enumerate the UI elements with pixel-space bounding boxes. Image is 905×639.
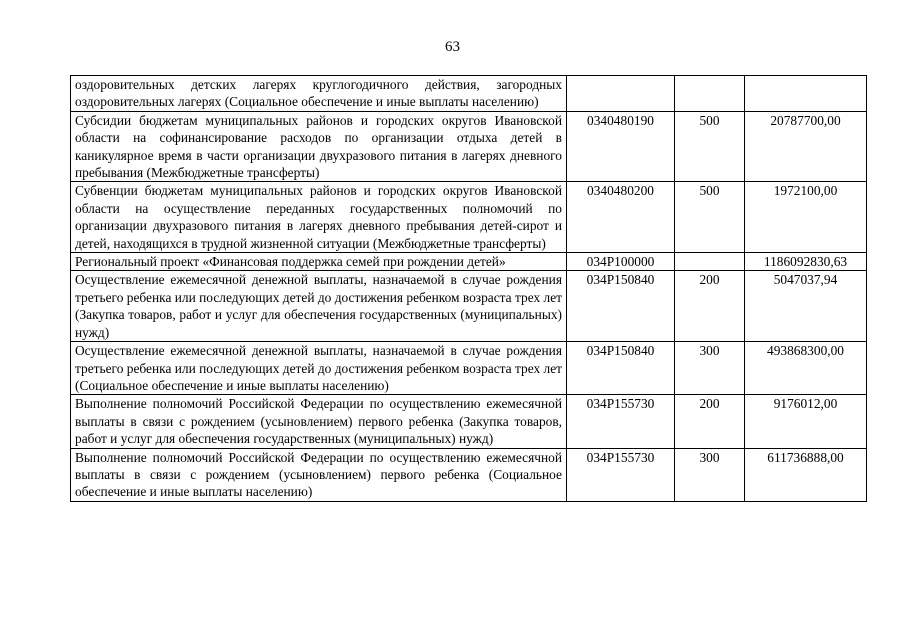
row-sum-cell: 1186092830,63: [745, 253, 867, 271]
row-code-cell: 0340480200: [567, 182, 675, 253]
row-name-cell: Осуществление ежемесячной денежной выплаты, назначаемой в случае рождения третьего ребенка или последующих детей до достижения ребенком возраста трех лет (Закупка товаров, работ и услуг для обеспечения государственных (муниципальных) нужд): [71, 271, 567, 342]
row-type-cell: 200: [675, 395, 745, 448]
row-name-cell: Выполнение полномочий Российской Федерации по осуществлению ежемесячной выплаты в связи с рождением (усыновлением) первого ребенка (Закупка товаров, работ и услуг для обеспечения государственных (муниципальных) нужд): [71, 395, 567, 448]
row-type-cell: 300: [675, 448, 745, 501]
row-type-cell: 500: [675, 182, 745, 253]
row-sum-cell: 20787700,00: [745, 111, 867, 182]
row-code-cell: 034P150840: [567, 342, 675, 395]
row-type-cell: 300: [675, 342, 745, 395]
table-row: [71, 342, 867, 395]
table-row: [71, 271, 867, 342]
row-sum-cell: 493868300,00: [745, 342, 867, 395]
row-code-cell: 034P150840: [567, 271, 675, 342]
row-sum-cell: 1972100,00: [745, 182, 867, 253]
budget-table: [70, 75, 867, 502]
row-name-cell: оздоровительных детских лагерях круглогодичного действия, загородных оздоровительных лагерях (Социальное обеспечение и иные выплаты населению): [71, 76, 567, 112]
row-type-cell: [675, 76, 745, 112]
row-code-cell: [567, 76, 675, 112]
row-sum-cell: 5047037,94: [745, 271, 867, 342]
table-row: [71, 111, 867, 182]
row-sum-cell: 611736888,00: [745, 448, 867, 501]
table-row: [71, 76, 867, 112]
page-number: 63: [445, 39, 460, 55]
table-row: [71, 395, 867, 448]
row-name-cell: Региональный проект «Финансовая поддержка семей при рождении детей»: [71, 253, 567, 271]
row-sum-cell: 9176012,00: [745, 395, 867, 448]
row-code-cell: 034P155730: [567, 395, 675, 448]
row-name-cell: Выполнение полномочий Российской Федерации по осуществлению ежемесячной выплаты в связи с рождением (усыновлением) первого ребенка (Социальное обеспечение и иные выплаты населению): [71, 448, 567, 501]
row-type-cell: 500: [675, 111, 745, 182]
row-code-cell: 034P155730: [567, 448, 675, 501]
table-row: [71, 253, 867, 271]
row-type-cell: [675, 253, 745, 271]
row-type-cell: 200: [675, 271, 745, 342]
row-name-cell: Субвенции бюджетам муниципальных районов и городских округов Ивановской области на осуществление переданных государственных полномочий по организации двухразового питания в лагерях дневного пребывания детей-сирот и детей, находящихся в трудной жизненной ситуации (Межбюджетные трансферты): [71, 182, 567, 253]
table-row: [71, 448, 867, 501]
row-name-cell: Осуществление ежемесячной денежной выплаты, назначаемой в случае рождения третьего ребенка или последующих детей до достижения ребенком возраста трех лет (Социальное обеспечение и иные выплаты населению): [71, 342, 567, 395]
row-code-cell: 034P100000: [567, 253, 675, 271]
row-sum-cell: [745, 76, 867, 112]
table-row: [71, 182, 867, 253]
row-name-cell: Субсидии бюджетам муниципальных районов и городских округов Ивановской области на софинансирование расходов по организации отдыха детей в каникулярное время в части организации двухразового питания в лагерях дневного пребывания (Межбюджетные трансферты): [71, 111, 567, 182]
row-code-cell: 0340480190: [567, 111, 675, 182]
